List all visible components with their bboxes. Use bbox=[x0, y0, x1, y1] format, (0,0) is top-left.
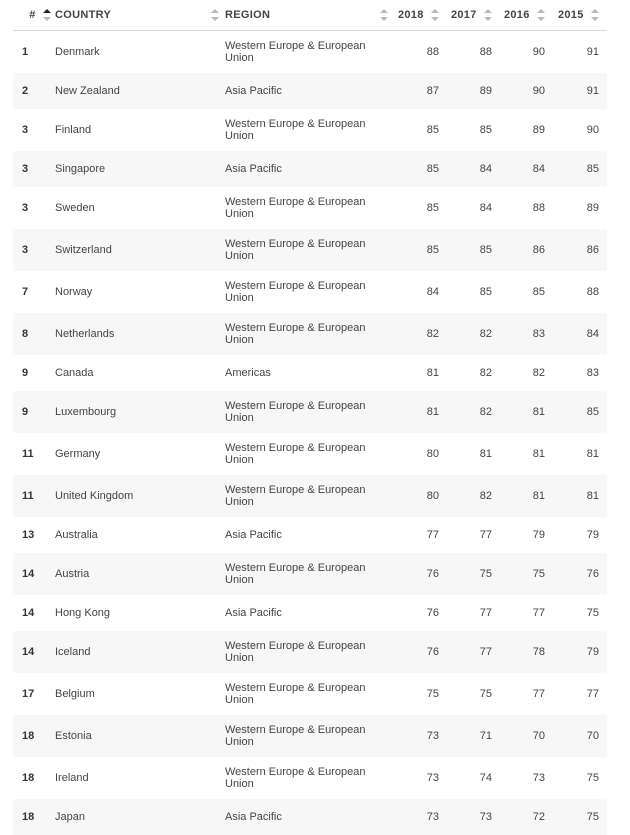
score-2017-cell: 85 bbox=[479, 123, 492, 136]
score-2016-cell: 85 bbox=[532, 285, 545, 298]
country-cell: Hong Kong bbox=[55, 606, 111, 619]
score-2017-cell: 77 bbox=[479, 528, 492, 541]
region-cell: Americas bbox=[225, 366, 271, 379]
rank-cell: 8 bbox=[22, 327, 29, 340]
country-cell: Singapore bbox=[55, 162, 106, 175]
score-2017-cell: 73 bbox=[479, 810, 492, 823]
rank-cell: 9 bbox=[22, 405, 29, 418]
country-cell: Switzerland bbox=[55, 243, 112, 256]
rank-cell: 11 bbox=[22, 489, 34, 502]
score-2018-cell: 77 bbox=[426, 528, 439, 541]
rank-cell: 11 bbox=[22, 447, 34, 460]
score-2018-cell: 85 bbox=[426, 123, 439, 136]
score-2015-cell: 75 bbox=[586, 606, 599, 619]
score-2018-cell: 87 bbox=[426, 84, 439, 97]
score-2017-cell: 82 bbox=[479, 366, 492, 379]
rank-cell: 13 bbox=[22, 528, 35, 541]
score-2018-cell: 76 bbox=[426, 606, 439, 619]
region-cell: Western Europe & European Union bbox=[225, 441, 366, 466]
score-2017-cell: 74 bbox=[479, 771, 492, 784]
table-row bbox=[13, 715, 607, 757]
rank-cell: 9 bbox=[22, 366, 29, 379]
score-2016-cell: 83 bbox=[532, 327, 545, 340]
sort-icon bbox=[484, 9, 492, 21]
table-row bbox=[13, 631, 607, 673]
ranking-table-container bbox=[13, 0, 607, 835]
rank-cell: 3 bbox=[22, 123, 29, 136]
score-2018-cell: 75 bbox=[426, 687, 439, 700]
region-cell: Western Europe & European Union bbox=[225, 723, 366, 748]
country-cell: United Kingdom bbox=[55, 489, 134, 502]
table-row bbox=[13, 595, 607, 631]
score-2017-cell: 85 bbox=[479, 285, 492, 298]
header-label-rank: # bbox=[29, 9, 36, 22]
region-cell: Asia Pacific bbox=[225, 162, 282, 175]
score-2018-cell: 81 bbox=[426, 405, 439, 418]
table-row bbox=[13, 109, 607, 151]
country-cell: Sweden bbox=[55, 201, 95, 214]
score-2015-cell: 91 bbox=[586, 45, 599, 58]
score-2018-cell: 80 bbox=[426, 447, 439, 460]
sort-icon bbox=[380, 9, 388, 21]
country-cell: Estonia bbox=[55, 729, 92, 742]
score-2016-cell: 84 bbox=[532, 162, 545, 175]
country-cell: New Zealand bbox=[55, 84, 120, 97]
score-2016-cell: 81 bbox=[532, 447, 545, 460]
country-cell: Australia bbox=[55, 528, 98, 541]
rank-cell: 14 bbox=[22, 606, 35, 619]
header-label-2016: 2016 bbox=[503, 9, 530, 22]
region-cell: Western Europe & European Union bbox=[225, 117, 366, 142]
region-cell: Asia Pacific bbox=[225, 84, 282, 97]
score-2015-cell: 86 bbox=[586, 243, 599, 256]
score-2016-cell: 77 bbox=[532, 606, 545, 619]
ranking-table bbox=[13, 0, 607, 835]
table-row bbox=[13, 391, 607, 433]
score-2015-cell: 85 bbox=[586, 405, 599, 418]
region-cell: Western Europe & European Union bbox=[225, 39, 366, 64]
country-cell: Norway bbox=[55, 285, 93, 298]
score-2016-cell: 79 bbox=[532, 528, 545, 541]
score-2016-cell: 90 bbox=[532, 45, 545, 58]
rank-cell: 18 bbox=[22, 729, 35, 742]
country-cell: Austria bbox=[55, 567, 90, 580]
table-row bbox=[13, 271, 607, 313]
score-2016-cell: 81 bbox=[532, 489, 545, 502]
table-row bbox=[13, 757, 607, 799]
score-2016-cell: 88 bbox=[532, 201, 545, 214]
score-2018-cell: 84 bbox=[426, 285, 439, 298]
region-cell: Western Europe & European Union bbox=[225, 195, 366, 220]
score-2015-cell: 83 bbox=[586, 366, 599, 379]
region-cell: Western Europe & European Union bbox=[225, 483, 366, 508]
table-row bbox=[13, 187, 607, 229]
sort-icon bbox=[591, 9, 599, 21]
sort-icon bbox=[431, 9, 439, 21]
rank-cell: 2 bbox=[22, 84, 29, 97]
country-cell: Finland bbox=[55, 123, 92, 136]
score-2015-cell: 79 bbox=[586, 645, 599, 658]
score-2015-cell: 90 bbox=[586, 123, 599, 136]
score-2016-cell: 90 bbox=[532, 84, 545, 97]
header-label-country: COUNTRY bbox=[55, 9, 112, 22]
table-row bbox=[13, 229, 607, 271]
score-2016-cell: 70 bbox=[532, 729, 545, 742]
table-row bbox=[13, 799, 607, 835]
score-2016-cell: 75 bbox=[532, 567, 545, 580]
sort-header-2016[interactable] bbox=[500, 0, 553, 31]
score-2018-cell: 80 bbox=[426, 489, 439, 502]
score-2017-cell: 77 bbox=[479, 606, 492, 619]
table-body bbox=[13, 31, 607, 835]
region-cell: Western Europe & European Union bbox=[225, 399, 366, 424]
score-2017-cell: 71 bbox=[479, 729, 492, 742]
score-2017-cell: 88 bbox=[479, 45, 492, 58]
score-2015-cell: 76 bbox=[586, 567, 599, 580]
rank-cell: 14 bbox=[22, 567, 35, 580]
rank-cell: 3 bbox=[22, 201, 29, 214]
rank-cell: 1 bbox=[22, 45, 29, 58]
score-2016-cell: 78 bbox=[532, 645, 545, 658]
score-2017-cell: 75 bbox=[479, 687, 492, 700]
header-label-2017: 2017 bbox=[450, 9, 477, 22]
sort-header-2017[interactable] bbox=[447, 0, 500, 31]
sort-icon bbox=[211, 9, 219, 21]
score-2017-cell: 84 bbox=[479, 201, 492, 214]
score-2016-cell: 72 bbox=[532, 810, 545, 823]
rank-cell: 17 bbox=[22, 687, 35, 700]
region-cell: Western Europe & European Union bbox=[225, 279, 366, 304]
table-row bbox=[13, 313, 607, 355]
score-2017-cell: 77 bbox=[479, 645, 492, 658]
score-2017-cell: 89 bbox=[479, 84, 492, 97]
country-cell: Netherlands bbox=[55, 327, 115, 340]
score-2018-cell: 85 bbox=[426, 243, 439, 256]
country-cell: Denmark bbox=[55, 45, 100, 58]
score-2015-cell: 84 bbox=[586, 327, 599, 340]
score-2017-cell: 82 bbox=[479, 405, 492, 418]
country-cell: Japan bbox=[55, 810, 85, 823]
score-2017-cell: 75 bbox=[479, 567, 492, 580]
score-2015-cell: 75 bbox=[586, 810, 599, 823]
score-2016-cell: 86 bbox=[532, 243, 545, 256]
region-cell: Western Europe & European Union bbox=[225, 321, 366, 346]
score-2018-cell: 76 bbox=[426, 567, 439, 580]
rank-cell: 3 bbox=[22, 243, 29, 256]
region-cell: Asia Pacific bbox=[225, 528, 282, 541]
sort-header-country[interactable] bbox=[55, 0, 225, 31]
score-2018-cell: 85 bbox=[426, 201, 439, 214]
header-label-2018: 2018 bbox=[397, 9, 424, 22]
rank-cell: 18 bbox=[22, 810, 35, 823]
rank-cell: 7 bbox=[22, 285, 29, 298]
table-row bbox=[13, 517, 607, 553]
country-cell: Germany bbox=[55, 447, 101, 460]
country-cell: Iceland bbox=[55, 645, 91, 658]
table-row bbox=[13, 73, 607, 109]
table-row bbox=[13, 151, 607, 187]
table-row bbox=[13, 475, 607, 517]
score-2015-cell: 88 bbox=[586, 285, 599, 298]
score-2015-cell: 75 bbox=[586, 771, 599, 784]
score-2017-cell: 84 bbox=[479, 162, 492, 175]
region-cell: Western Europe & European Union bbox=[225, 681, 366, 706]
score-2017-cell: 81 bbox=[479, 447, 492, 460]
score-2017-cell: 82 bbox=[479, 327, 492, 340]
table-row bbox=[13, 673, 607, 715]
score-2015-cell: 81 bbox=[586, 447, 599, 460]
region-cell: Western Europe & European Union bbox=[225, 561, 366, 586]
score-2016-cell: 73 bbox=[532, 771, 545, 784]
score-2015-cell: 89 bbox=[586, 201, 599, 214]
sort-ascending-icon bbox=[43, 9, 51, 21]
sort-header-region[interactable] bbox=[225, 0, 394, 31]
score-2018-cell: 76 bbox=[426, 645, 439, 658]
table-row bbox=[13, 433, 607, 475]
header-label-2015: 2015 bbox=[557, 9, 584, 22]
region-cell: Western Europe & European Union bbox=[225, 639, 366, 664]
score-2018-cell: 73 bbox=[426, 771, 439, 784]
table-header-row bbox=[13, 0, 607, 31]
score-2015-cell: 77 bbox=[586, 687, 599, 700]
region-cell: Asia Pacific bbox=[225, 810, 282, 823]
score-2018-cell: 73 bbox=[426, 729, 439, 742]
score-2015-cell: 85 bbox=[586, 162, 599, 175]
score-2018-cell: 81 bbox=[426, 366, 439, 379]
score-2015-cell: 91 bbox=[586, 84, 599, 97]
score-2018-cell: 85 bbox=[426, 162, 439, 175]
score-2015-cell: 79 bbox=[586, 528, 599, 541]
table-row bbox=[13, 31, 607, 73]
table-row bbox=[13, 355, 607, 391]
sort-header-2018[interactable] bbox=[394, 0, 447, 31]
header-label-region: REGION bbox=[225, 9, 271, 22]
rank-cell: 14 bbox=[22, 645, 35, 658]
rank-cell: 18 bbox=[22, 771, 35, 784]
score-2016-cell: 82 bbox=[532, 366, 545, 379]
score-2017-cell: 82 bbox=[479, 489, 492, 502]
table-row bbox=[13, 553, 607, 595]
score-2016-cell: 89 bbox=[532, 123, 545, 136]
region-cell: Asia Pacific bbox=[225, 606, 282, 619]
score-2016-cell: 81 bbox=[532, 405, 545, 418]
sort-icon bbox=[537, 9, 545, 21]
region-cell: Western Europe & European Union bbox=[225, 237, 366, 262]
score-2018-cell: 88 bbox=[426, 45, 439, 58]
sort-header-2015[interactable] bbox=[553, 0, 607, 31]
country-cell: Belgium bbox=[55, 687, 95, 700]
region-cell: Western Europe & European Union bbox=[225, 765, 366, 790]
score-2018-cell: 82 bbox=[426, 327, 439, 340]
rank-cell: 3 bbox=[22, 162, 29, 175]
country-cell: Canada bbox=[55, 366, 94, 379]
score-2015-cell: 70 bbox=[586, 729, 599, 742]
score-2017-cell: 85 bbox=[479, 243, 492, 256]
score-2015-cell: 81 bbox=[586, 489, 599, 502]
score-2016-cell: 77 bbox=[532, 687, 545, 700]
country-cell: Luxembourg bbox=[55, 405, 117, 418]
score-2018-cell: 73 bbox=[426, 810, 439, 823]
sort-header-rank[interactable] bbox=[13, 0, 55, 31]
country-cell: Ireland bbox=[55, 771, 89, 784]
